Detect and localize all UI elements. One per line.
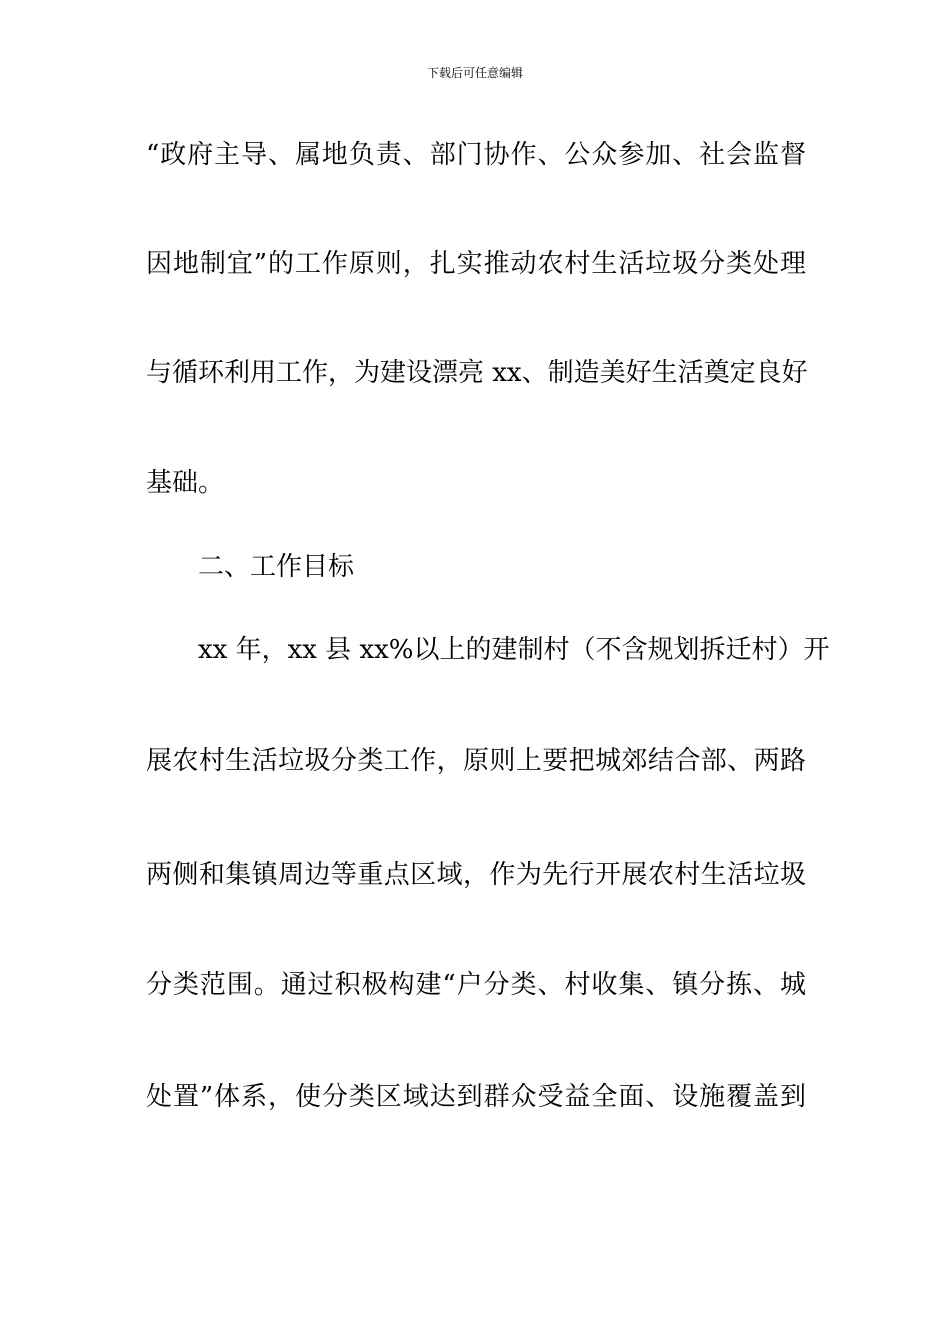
paragraph-line: xx 年，xx 县 xx%以上的建制村（不含规划拆迁村）开: [198, 635, 830, 665]
page-header-note: 下载后可任意编辑: [426, 66, 523, 80]
paragraph-line: 分类范围。通过积极构建“户分类、村收集、镇分拣、城: [146, 970, 806, 1000]
paragraph-line: 处置”体系，使分类区域达到群众受益全面、设施覆盖到: [146, 1082, 806, 1112]
paragraph-line: 与循环利用工作，为建设漂亮 xx、制造美好生活奠定良好: [146, 358, 808, 388]
paragraph-line: 两侧和集镇周边等重点区域，作为先行开展农村生活垃圾: [146, 860, 806, 890]
paragraph-line: “政府主导、属地负责、部门协作、公众参加、社会监督: [146, 140, 806, 170]
section-heading: 二、工作目标: [198, 552, 355, 582]
paragraph-line: 基础。: [146, 468, 225, 498]
paragraph-line: 展农村生活垃圾分类工作，原则上要把城郊结合部、两路: [146, 746, 806, 776]
paragraph-line: 因地制宜”的工作原则，扎实推动农村生活垃圾分类处理: [146, 249, 806, 279]
